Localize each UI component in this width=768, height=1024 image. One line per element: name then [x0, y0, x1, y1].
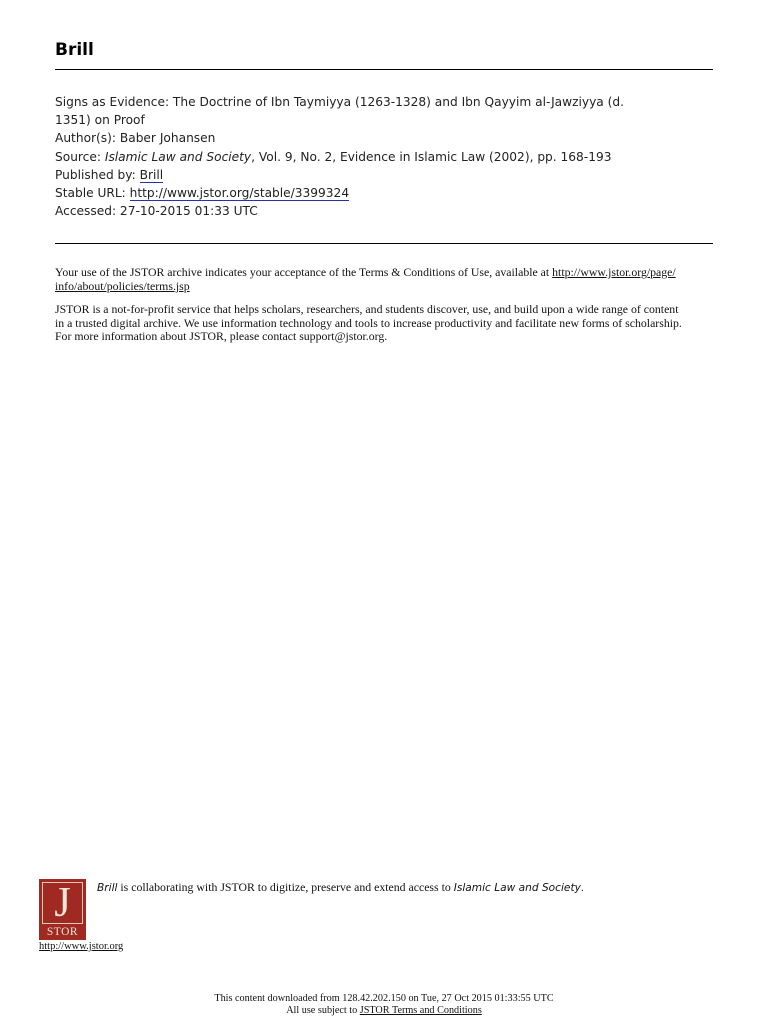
collab-publisher: Brill [97, 882, 118, 894]
terms-block [55, 266, 715, 354]
source-label: Source: [55, 149, 105, 164]
terms-text: Your use of the JSTOR archive indicates your acceptance of the Terms & Conditions of Use, available at [55, 265, 553, 279]
publisher-link[interactable]: Brill [139, 167, 164, 182]
article-title-line1: Signs as Evidence: The Doctrine of Ibn Taymiyya (1263-1328) and Ibn Qayyim al-Jawziyya (d. [55, 95, 625, 109]
terms-link-part2[interactable]: info/about/policies/terms.jsp [55, 278, 190, 293]
logo-letter: J [54, 880, 71, 926]
jstor-logo[interactable] [39, 879, 86, 940]
stable-url-label: Stable URL: [55, 186, 130, 201]
about-jstor-line2: in a trusted digital archive. We use information technology and tools to increase productivity and facilitate new forms of scholarship. [55, 315, 682, 330]
publisher-name: Brill [55, 40, 94, 60]
collab-journal: Islamic Law and Society [453, 882, 581, 894]
logo-word: STOR [46, 926, 79, 938]
published-by [55, 166, 715, 184]
citation-block [55, 93, 715, 220]
collab-text: is collaborating with JSTOR to digitize, preserve and extend access to [117, 880, 454, 894]
download-notice: This content downloaded from 128.42.202.150 on Tue, 27 Oct 2015 01:33:55 UTC [214, 993, 554, 1004]
source-journal: Islamic Law and Society [104, 149, 252, 164]
source-details: , Vol. 9, No. 2, Evidence in Islamic Law (2002), pp. 168-193 [251, 149, 612, 164]
collab-end: . [580, 880, 584, 894]
stable-url [55, 184, 715, 202]
terms-paragraph [55, 266, 715, 293]
usage-prefix: All use subject to [286, 1005, 360, 1016]
terms-conditions-link[interactable]: JSTOR Terms and Conditions [359, 1005, 482, 1016]
about-jstor-line3: For more information about JSTOR, please contact support@jstor.org. [55, 329, 388, 344]
jstor-home-link[interactable]: http://www.jstor.org [39, 941, 124, 952]
top-divider [55, 69, 713, 70]
collaboration-statement [97, 880, 584, 895]
article-source [55, 148, 715, 166]
article-title-line2: 1351) on Proof [55, 113, 145, 128]
terms-link-part1[interactable]: http://www.jstor.org/page/ [552, 265, 676, 279]
usage-notice [0, 1005, 768, 1017]
middle-divider [55, 243, 713, 244]
article-authors: Author(s): Baber Johansen [55, 131, 216, 146]
about-jstor-paragraph [55, 303, 715, 344]
accessed-date: Accessed: 27-10-2015 01:33 UTC [55, 204, 258, 219]
stable-url-link[interactable]: http://www.jstor.org/stable/3399324 [129, 186, 350, 201]
published-label: Published by: [55, 167, 140, 182]
about-jstor-line1: JSTOR is a not-for-profit service that helps scholars, researchers, and students discover, use, and build upon a wide range of content [55, 302, 679, 317]
